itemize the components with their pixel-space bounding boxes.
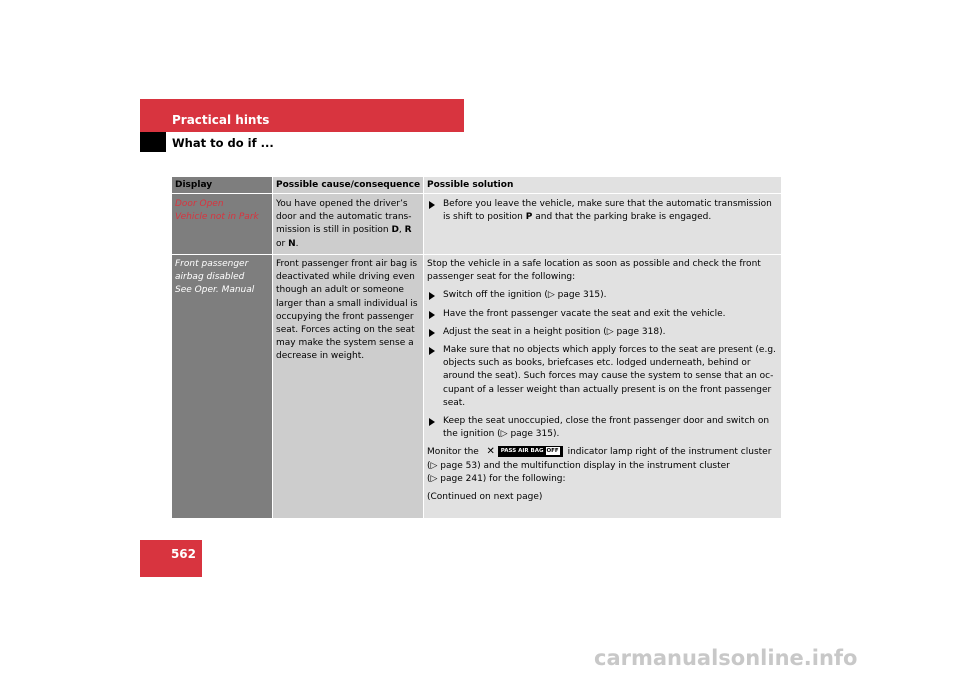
triangle-bullet-icon xyxy=(429,329,435,337)
watermark: carmanualsonline.info xyxy=(594,646,858,670)
solution-bullet: Have the front passenger vacate the seat and exit the vehicle. xyxy=(427,308,777,321)
solution-intro: Stop the vehicle in a safe location as soon as possible and check the front passenger seat for the following: xyxy=(427,259,761,283)
column-divider xyxy=(423,177,424,518)
solution-bullet: Adjust the seat in a height position (▷ page 318). xyxy=(427,326,777,339)
solution-bullet: Before you leave the vehicle, make sure that the automatic transmission is shift to position P and that the parking brake is engaged. xyxy=(427,198,777,224)
passenger-airbag-off-icon: ✕ PASS AIR BAG OFF xyxy=(484,446,563,457)
section-subtitle: What to do if ... xyxy=(172,136,274,150)
display-column xyxy=(172,177,273,518)
triangle-bullet-icon xyxy=(429,201,435,209)
header-tab-marker xyxy=(140,132,166,152)
row1-display-message: Door Open Vehicle not in Park xyxy=(175,199,259,223)
page-number: 562 xyxy=(170,547,196,561)
row2-cause: Front passenger front air bag is deactivated while driving even though an adult or someone larger than a small individual is occupying the front passenger seat. Forces acting on the seat may make the system sense a decrease in weight. xyxy=(276,259,418,362)
solution-bullet: Switch off the ignition (▷ page 315). xyxy=(427,289,777,302)
header-solution: Possible solution xyxy=(427,180,514,190)
page-number-tab xyxy=(140,540,202,577)
triangle-bullet-icon xyxy=(429,292,435,300)
row2-display-message: Front passenger airbag disabled See Oper. Manual xyxy=(175,259,255,296)
header-display: Display xyxy=(175,180,213,190)
row2-solution xyxy=(427,258,777,504)
continued-note: (Continued on next page) xyxy=(427,492,543,503)
header-cause: Possible cause/consequence xyxy=(276,180,421,190)
triangle-bullet-icon xyxy=(429,311,435,319)
monitor-instruction: Monitor the ✕ PASS AIR BAG OFF indicator lamp right of the instrument cluster (▷ page 53) and the multifunction display in the instrument cluster (▷ page 241) for the following: xyxy=(427,446,772,484)
row-divider xyxy=(172,193,781,194)
row1-solution xyxy=(427,198,777,224)
troubleshooting-table xyxy=(172,177,781,518)
triangle-bullet-icon xyxy=(429,347,435,355)
triangle-bullet-icon xyxy=(429,418,435,426)
column-divider xyxy=(272,177,273,518)
solution-bullet: Keep the seat unoccupied, close the front passenger door and switch on the ignition (▷ page 315). xyxy=(427,415,777,441)
section-title: Practical hints xyxy=(172,113,270,127)
solution-bullet: Make sure that no objects which apply forces to the seat are present (e.g. objects such as books, briefcases etc. lodged underneath, behind or around the seat). Such forces may cause the system to sense that an oc- cupant of a lesser weight than actually present is on the front passenger seat. xyxy=(427,344,777,410)
row1-cause: You have opened the driver’s door and the automatic trans- mission is still in position D, R or N. xyxy=(276,199,412,249)
row-divider xyxy=(172,254,781,255)
